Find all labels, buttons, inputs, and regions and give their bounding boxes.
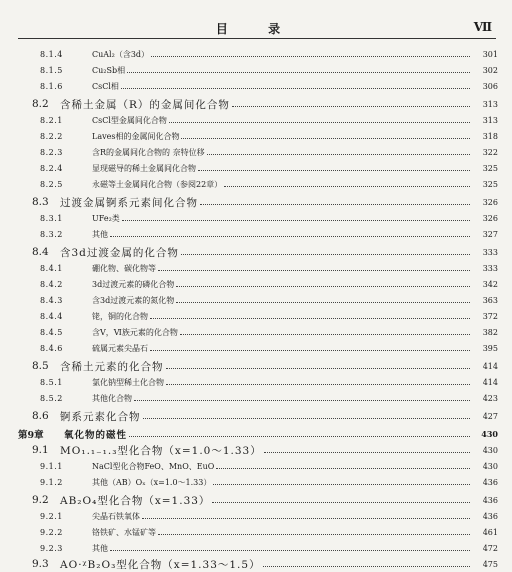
toc-entry-title: 其他 [92, 543, 108, 553]
toc-entry-number: 8.2.4 [40, 163, 63, 173]
toc-entry-number: 8.1.4 [40, 49, 63, 59]
toc-entry[interactable] [0, 458, 512, 474]
toc-entry-title: NaCl型化合物FeO、MnO、EuO [92, 461, 215, 471]
dot-leader [232, 106, 470, 107]
toc-entry-page: 472 [482, 543, 498, 553]
dot-leader [176, 286, 470, 287]
toc-entry[interactable] [0, 112, 512, 128]
toc-entry-page: 342 [482, 279, 498, 289]
toc-entry-title: AO·ᵡB₂O₃型化合物（x=1.33～1.5） [60, 558, 261, 571]
toc-entry-number: 9.1 [32, 444, 49, 456]
toc-entry-number: 8.4.2 [40, 279, 63, 289]
dot-leader [129, 436, 470, 437]
toc-entry-page: 436 [482, 477, 498, 487]
dot-leader [263, 566, 470, 567]
toc-entry-title: 硫属元素尖晶石 [92, 343, 148, 353]
toc-entry-title: 硼化物、碳化物等 [92, 263, 156, 273]
toc-entry-number: 8.4.3 [40, 295, 63, 305]
toc-entry-number: 9.3 [32, 558, 49, 570]
dot-leader [207, 154, 470, 155]
toc-entry[interactable] [0, 340, 512, 356]
dot-leader [212, 502, 470, 503]
toc-entry[interactable] [0, 194, 512, 210]
toc-entry-page: 430 [481, 429, 498, 439]
toc-entry-page: 461 [482, 527, 498, 537]
toc-entry-number: 8.1.6 [40, 81, 63, 91]
dot-leader [213, 484, 470, 485]
toc-entry[interactable] [0, 46, 512, 62]
toc-entry[interactable] [0, 128, 512, 144]
toc-entry-page: 427 [482, 411, 498, 421]
dot-leader [150, 350, 470, 351]
toc-entry-title: 其他化合物 [92, 393, 132, 403]
toc-entry[interactable] [0, 374, 512, 390]
toc-entry-title: 铬铁矿、水锰矿等 [92, 527, 156, 537]
toc-entry-page: 325 [482, 179, 498, 189]
dot-leader [142, 518, 470, 519]
dot-leader [110, 550, 470, 551]
toc-entry-page: 395 [482, 343, 498, 353]
dot-leader [224, 186, 470, 187]
toc-entry-number: 9.1.1 [40, 461, 63, 471]
toc-entry-title: 3d过渡元素的磷化合物 [92, 279, 175, 289]
toc-entry-page: 306 [482, 81, 498, 91]
toc-entry-number: 8.2 [32, 98, 49, 110]
toc-entry-title: CsCl相 [92, 81, 119, 91]
toc-entry[interactable] [0, 78, 512, 94]
toc-entry-number: 9.2 [32, 494, 49, 506]
dot-leader [181, 254, 470, 255]
toc-entry-page: 313 [482, 115, 498, 125]
toc-entry[interactable] [0, 508, 512, 524]
toc-entry-title: Cu₂Sb相 [92, 65, 126, 75]
toc-entry[interactable] [0, 176, 512, 192]
toc-entry-page: 333 [482, 247, 498, 257]
toc-entry-number: 8.4 [32, 246, 49, 258]
toc-entry-page: 313 [482, 99, 498, 109]
toc-entry-page: 372 [482, 311, 498, 321]
toc-entry[interactable] [0, 408, 512, 424]
toc-entry-title: 含3d过渡金属的化合物 [60, 246, 179, 259]
toc-entry-number: 9.2.2 [40, 527, 63, 537]
toc-entry-page: 436 [482, 511, 498, 521]
toc-entry-number: 8.5.1 [40, 377, 63, 387]
toc-entry-title: 永磁等土金属间化合物（参阅22章） [92, 179, 223, 189]
toc-entry-number: 9.1.2 [40, 477, 63, 487]
toc-entry-number: 第9章 [18, 430, 44, 441]
toc-entry-number: 8.2.3 [40, 147, 63, 157]
toc-entry[interactable] [0, 358, 512, 374]
dot-leader [166, 384, 470, 385]
toc-entry-number: 8.3.1 [40, 213, 63, 223]
toc-entry[interactable] [0, 292, 512, 308]
toc-entry-title: Laves相的金属间化合物 [92, 131, 180, 141]
toc-entry[interactable] [0, 426, 512, 442]
toc-entry[interactable] [0, 276, 512, 292]
toc-entry[interactable] [0, 144, 512, 160]
dot-leader [169, 122, 470, 123]
dot-leader [158, 534, 470, 535]
toc-entry-number: 8.2.5 [40, 179, 63, 189]
toc-entry-number: 8.5.2 [40, 393, 63, 403]
toc-entry-number: 8.2.1 [40, 115, 63, 125]
toc-entry[interactable] [0, 524, 512, 540]
toc-entry[interactable] [0, 260, 512, 276]
dot-leader [166, 368, 471, 369]
toc-entry-page: 430 [482, 461, 498, 471]
dot-leader [158, 270, 470, 271]
toc-entry-page: 414 [482, 361, 498, 371]
dot-leader [200, 204, 470, 205]
toc-entry-title: 含稀土金属（R）的金属间化合物 [60, 98, 230, 111]
toc-entry-page: 326 [482, 213, 498, 223]
toc-entry[interactable] [0, 540, 512, 556]
toc-entry-number: 8.2.2 [40, 131, 63, 141]
toc-entry-title: AB₂O₄型化合物（x=1.33） [60, 494, 211, 507]
toc-entry-title: 其他 [92, 229, 108, 239]
toc-entry[interactable] [0, 324, 512, 340]
toc-entry-page: 423 [482, 393, 498, 403]
toc-entry-number: 8.4.1 [40, 263, 63, 273]
toc-entry-page: 414 [482, 377, 498, 387]
toc-entry[interactable] [0, 390, 512, 406]
toc-entry-page: 325 [482, 163, 498, 173]
dot-leader [264, 452, 470, 453]
toc-entry-title: UFe₂类 [92, 213, 120, 223]
toc-entry-title: 过渡金属锕系元素间化合物 [60, 196, 198, 209]
dot-leader [181, 138, 470, 139]
toc-entry-title: 铑，铜的化合物 [92, 311, 148, 321]
toc-entry-page: 363 [482, 295, 498, 305]
toc-entry-number: 9.2.3 [40, 543, 63, 553]
toc-entry-page: 326 [482, 197, 498, 207]
toc-entry-title: 含Ⅴ，Ⅵ族元素的化合物 [92, 327, 178, 337]
header-title: 目 录 [215, 22, 299, 36]
toc-entry-title: CsCl型金属间化合物 [92, 115, 167, 125]
toc-entry[interactable] [0, 160, 512, 176]
toc-entry-title: 氯化钠型稀土化合物 [92, 377, 164, 387]
toc-entry-title: 氧化物的磁性 [64, 430, 128, 441]
dot-leader [176, 302, 470, 303]
header-page-number: Ⅶ [473, 20, 492, 34]
toc-entry-number: 8.4.4 [40, 311, 63, 321]
dot-leader [198, 170, 470, 171]
toc-entry-page: 333 [482, 263, 498, 273]
toc-entry-title: 显现磁导的稀土金属间化合物 [92, 163, 196, 173]
toc-entry[interactable] [0, 226, 512, 242]
toc-entry-page: 382 [482, 327, 498, 337]
toc-entry-title: 含3d过渡元素的氮化物 [92, 295, 175, 305]
toc-entry[interactable] [0, 308, 512, 324]
toc-entry-page: 301 [482, 49, 498, 59]
toc-entry-title: 含稀土元素的化合物 [60, 360, 164, 373]
toc-entry-title: MO₁.₁₋₁.₃型化合物（x=1.0～1.33） [60, 444, 262, 457]
dot-leader [127, 72, 470, 73]
toc-entry-number: 8.3.2 [40, 229, 63, 239]
toc-entry-title: 尖晶石铁氧体 [92, 511, 140, 521]
toc-entry-number: 8.5 [32, 360, 49, 372]
toc-entry[interactable] [0, 96, 512, 112]
toc-entry[interactable] [0, 210, 512, 226]
dot-leader [134, 400, 470, 401]
toc-entry[interactable] [0, 62, 512, 78]
toc-entry-number: 8.1.5 [40, 65, 63, 75]
toc-entry[interactable] [0, 492, 512, 508]
toc-entry-page: 430 [482, 445, 498, 455]
toc-entry-page: 322 [482, 147, 498, 157]
toc-entry-page: 327 [482, 229, 498, 239]
dot-leader [122, 220, 470, 221]
toc-entry-page: 475 [482, 559, 498, 569]
toc-entry-number: 8.4.6 [40, 343, 63, 353]
dot-leader [180, 334, 470, 335]
dot-leader [216, 468, 470, 469]
toc-entry-page: 436 [482, 495, 498, 505]
dot-leader [150, 318, 470, 319]
toc-entry-title: CuAl₂（含3d） [92, 49, 150, 59]
toc-entry[interactable] [0, 244, 512, 260]
toc-entry-page: 302 [482, 65, 498, 75]
toc-entry[interactable] [0, 442, 512, 458]
toc-entry-number: 8.3 [32, 196, 49, 208]
toc-entry-page: 318 [482, 131, 498, 141]
toc-entry-number: 8.6 [32, 410, 49, 422]
toc-entry-title: 其他（AB）Oₓ（x=1.0～1.33） [92, 477, 212, 487]
toc-entry-title: 含R的金属间化合物的 奈特位移 [92, 147, 205, 157]
dot-leader [110, 236, 470, 237]
toc-entry[interactable] [0, 556, 512, 572]
dot-leader [143, 418, 471, 419]
toc-entry[interactable] [0, 474, 512, 490]
dot-leader [121, 88, 470, 89]
toc-entry-number: 9.2.1 [40, 511, 63, 521]
toc-entry-title: 锕系元素化合物 [60, 410, 141, 423]
dot-leader [151, 56, 470, 57]
toc-entry-number: 8.4.5 [40, 327, 63, 337]
page-header [18, 18, 496, 39]
